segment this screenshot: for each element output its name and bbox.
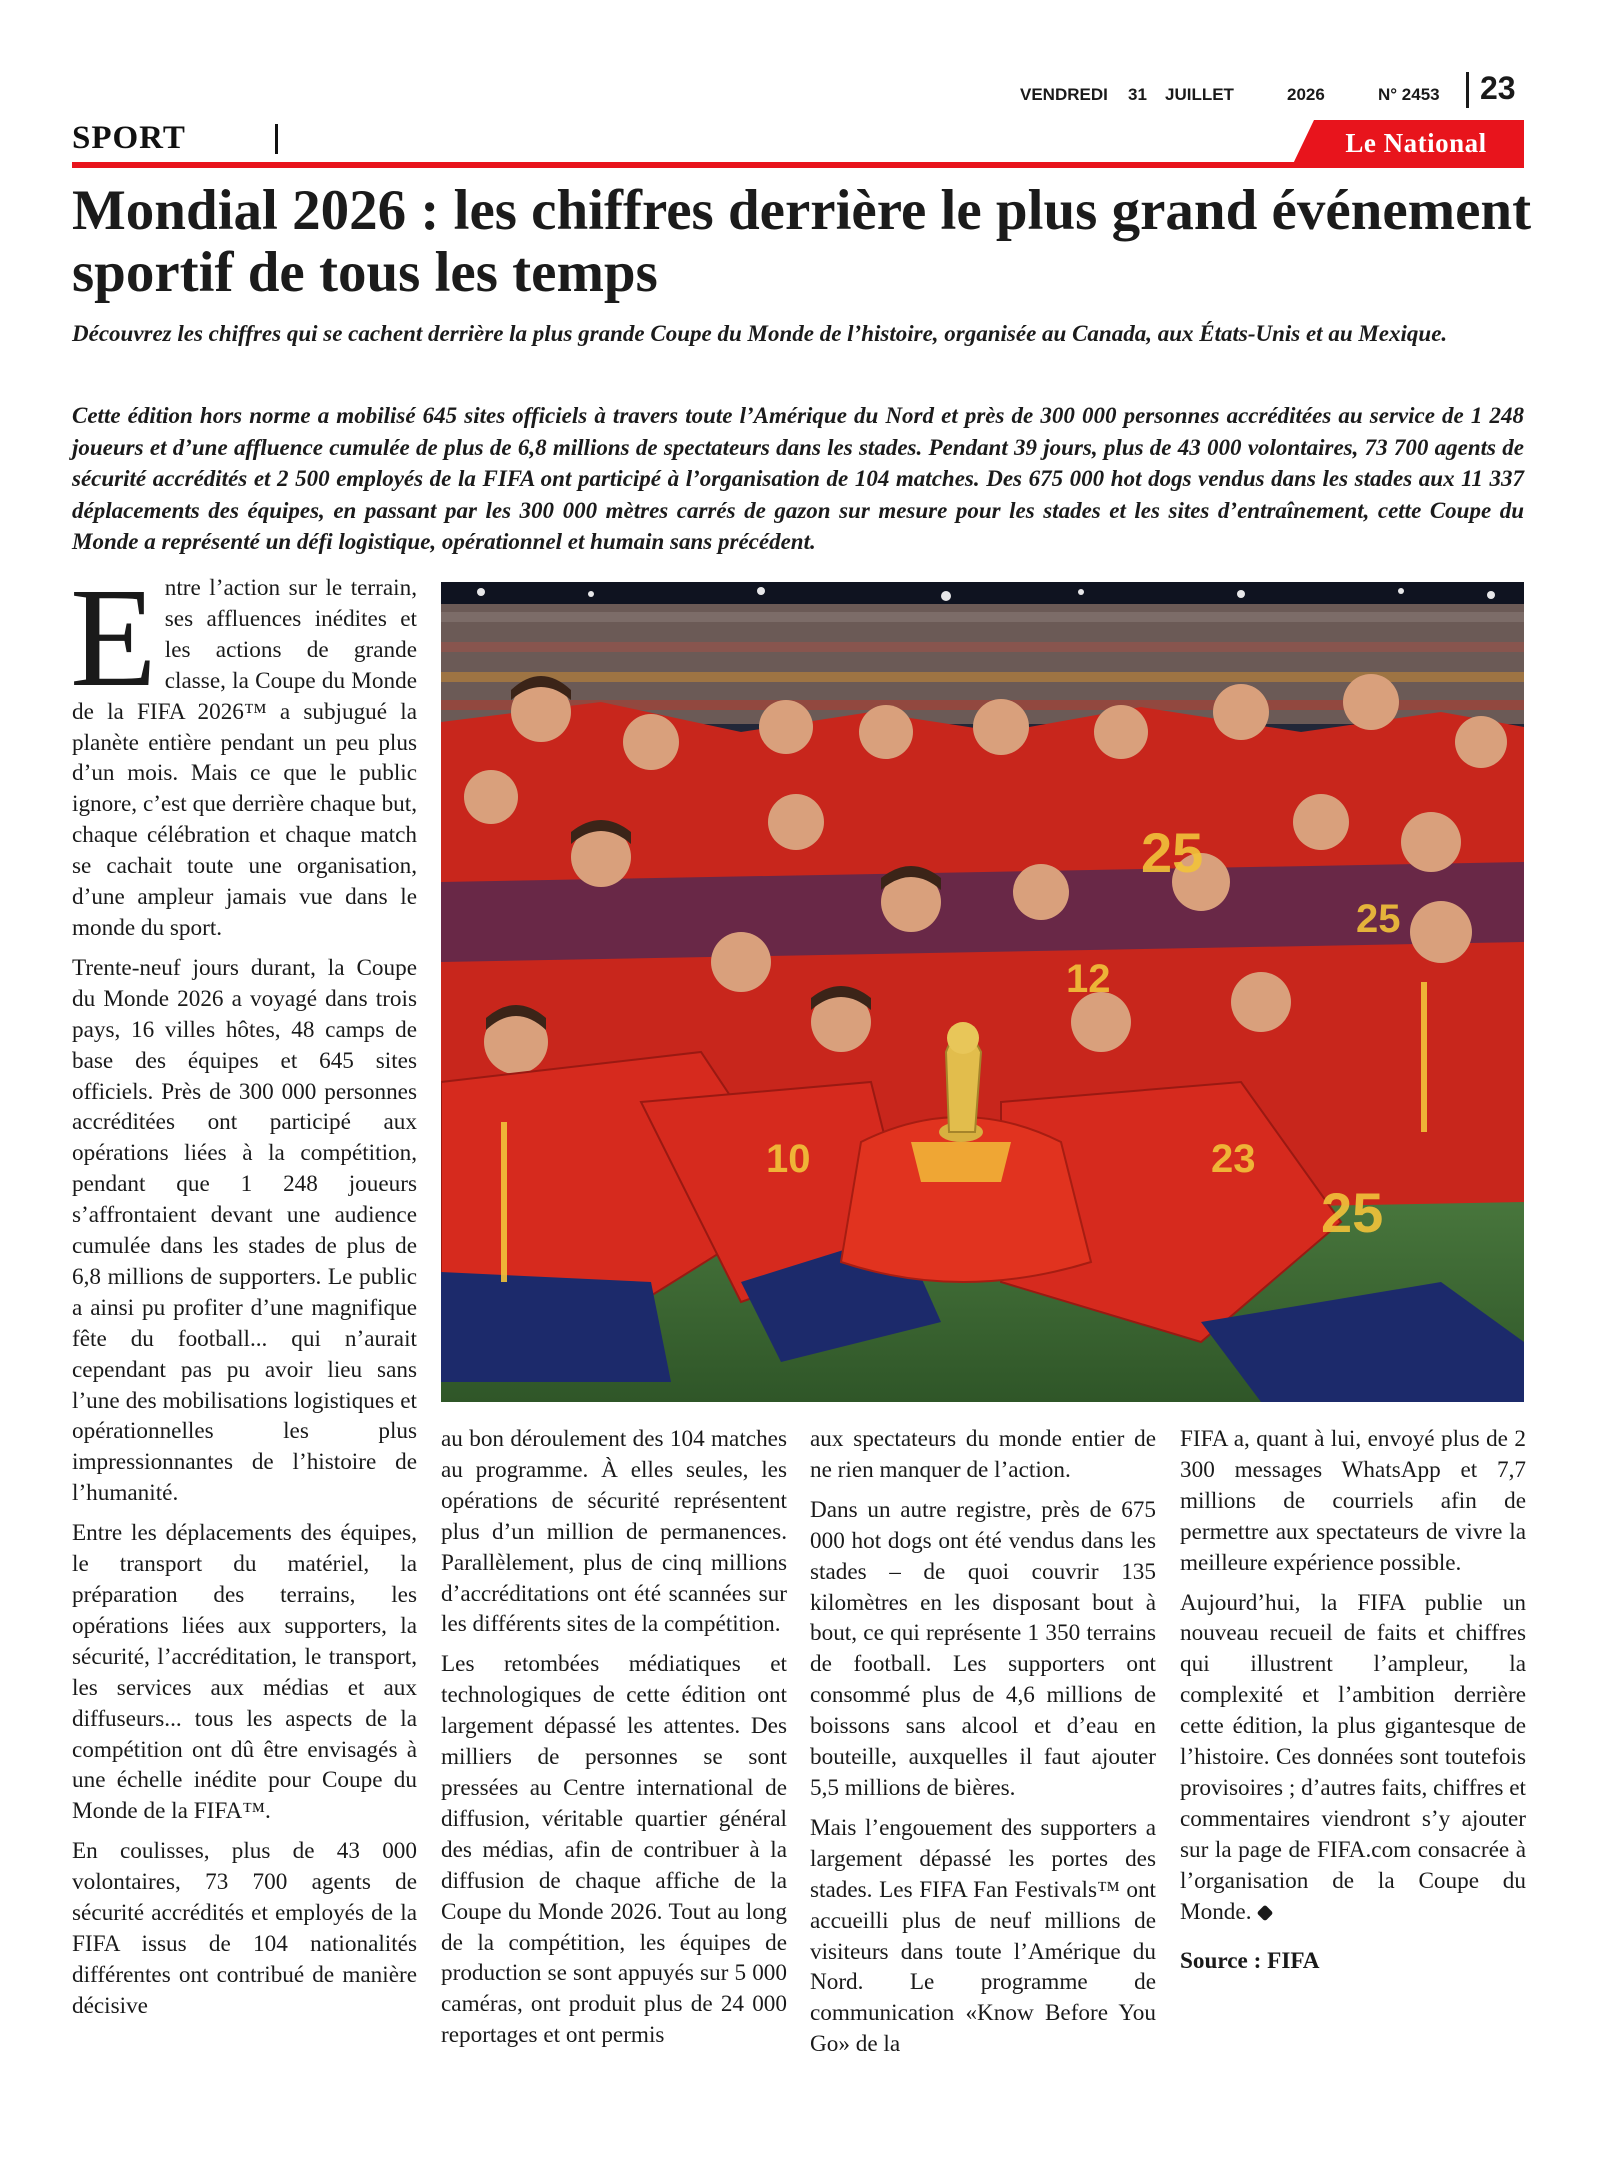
article-column-4 <box>1180 1424 1526 1985</box>
article-dek: Découvrez les chiffres qui se cachent derrière la plus grande Coupe du Monde de l’histoire, organisée au Canada, aux États-Unis et au Mexique. <box>72 321 1448 346</box>
brand-name: Le National <box>1345 128 1487 158</box>
masthead-date <box>1020 85 1440 109</box>
jersey-number: 23 <box>1211 1137 1256 1181</box>
article-lead: Cette édition hors norme a mobilisé 645 sites officiels à travers toute l’Amérique du Nord et près de 300 000 personnes accréditées au service de 1 248 joueurs et d’une affluence cumulée de plus de 6,8 millions de spectateurs dans les stades. Pendant 39 jours, plus de 43 000 volontaires, 73 700 agents de sécurité accrédités et 2 500 employés de la FIFA ont participé à l’organisation de 104 matches. Des 675 000 hot dogs vendus dans les stades aux 11 337 déplacements des équipes, en passant par les 300 000 mètres carrés de gazon sur mesure pour les stades et les sites d’entraînement, cette Coupe du Monde a représenté un défi logistique, opérationnel et humain sans précédent. <box>72 403 1524 555</box>
paragraph-intro-text: ntre l’action sur le terrain, ses affluences inédites et les actions de grande classe, la Coupe du Monde de la FIFA 2026™ a subjugué la planète entière pendant un peu plus d’un mois. Mais ce que le public ignore, c’est que derrière chaque but, chaque célébration et chaque match se cachait toute une organisation, d’une ampleur jamais vue dans le monde du sport. <box>72 575 417 941</box>
article-photo <box>441 582 1524 1402</box>
article-headline: Mondial 2026 : les chiffres derrière le plus grand événement sportif de tous les temps <box>72 179 1532 304</box>
paragraph: FIFA a, quant à lui, envoyé plus de 2 300 messages WhatsApp et 7,7 millions de courriels afin de permettre aux spectateurs de vivre la meilleure expérience possible. <box>1180 1426 1526 1576</box>
section-label: SPORT <box>72 120 186 156</box>
article-source: Source : FIFA <box>1180 1947 1320 1974</box>
masthead-date-number: 31 <box>1128 85 1147 104</box>
masthead-month: JUILLET <box>1165 85 1234 104</box>
paragraph-intro <box>70 558 417 944</box>
jersey-number: 10 <box>766 1137 811 1181</box>
paragraph-final-text: Aujourd’hui, la FIFA publie un nouveau recueil de faits et chiffres qui illustrent l’ampleur, la complexité et l’ambition derrière cette édition, la plus gigantesque de l’histoire. Ces données sont toutefois provisoires ; d’autres faits, chiffres et commentaires viendront s’y ajouter sur la page de FIFA.com consacrée à l’organisation de la Coupe du Monde. <box>1180 1589 1526 1925</box>
jersey-number: 25 <box>1356 897 1401 941</box>
page-number: 23 <box>1480 70 1516 106</box>
paragraph: Dans un autre registre, près de 675 000 hot dogs ont été vendus dans les stades – de quoi couvrir 135 kilomètres en les disposant bout à bout, ce qui représente 1 350 terrains de football. Les supporters ont consommé plus de 4,6 millions de boissons sans alcool et d’eau en bouteille, auxquelles il faut ajouter 5,5 millions de bières. <box>810 1496 1156 1801</box>
paragraph: Mais l’engouement des supporters a largement dépassé les portes des stades. Les FIFA Fan Festivals™ ont accueilli plus de neuf millions de visiteurs dans toute l’Amérique du Nord. Le programme de communication «Know Before You Go» de la <box>810 1814 1156 2058</box>
article-column-1 <box>70 558 417 2031</box>
paragraph: Entre les déplacements des équipes, le transport du matériel, la préparation des terrains, les opérations liées aux supporters, la sécurité, l’accréditation, le transport, les services aux médias et aux diffuseurs... tous les aspects de la compétition ont dû être envisagés à une échelle inédite pour Coupe du Monde de la FIFA™. <box>72 1520 417 1825</box>
section-divider <box>275 124 278 154</box>
masthead-issue: N° 2453 <box>1378 85 1440 104</box>
team-celebration-photo <box>441 582 1524 1402</box>
paragraph: aux spectateurs du monde entier de ne rien manquer de l’action. <box>810 1426 1156 1483</box>
jersey-number: 12 <box>1066 957 1111 1001</box>
masthead-year: 2026 <box>1287 85 1325 104</box>
article-column-3 <box>810 1424 1156 2069</box>
paragraph: au bon déroulement des 104 matches au programme. À elles seules, les opérations de sécurité représentent plus d’un million de permanences. Parallèlement, plus de cinq millions d’accréditations ont été scannées sur les différents sites de la compétition. <box>441 1426 787 1638</box>
paragraph-final <box>1180 1588 1526 1928</box>
masthead-day: VENDREDI <box>1020 85 1108 104</box>
jersey-number: 25 <box>1321 1181 1384 1244</box>
header-rule <box>72 162 1524 168</box>
end-mark-icon <box>1256 1905 1273 1922</box>
paragraph: Trente-neuf jours durant, la Coupe du Monde 2026 a voyagé dans trois pays, 16 villes hôtes, 48 camps de base des équipes et 645 sites officiels. Près de 300 000 personnes accréditées ont participé aux opérations liées à la compétition, pendant que 1 248 joueurs s’affrontaient devant une audience cumulée dans les stades de plus de 6,8 millions de supporters. Le public a ainsi pu profiter d’une magnifique fête du football... qui n’aurait cependant pas pu avoir lieu sans l’une des mobilisations logistiques et opérationnelles les plus impressionnantes de l’histoire de l’humanité. <box>72 954 417 1507</box>
paragraph: Les retombées médiatiques et technologiques de cette édition ont largement dépassé les attentes. Des milliers de personnes se sont pressées au Centre international de diffusion, véritable quartier général des médias, afin de contribuer à la diffusion de chaque affiche de la Coupe du Monde 2026. Tout au long de la compétition, les équipes de production se sont appuyés sur 5 000 caméras, ont produit plus de 24 000 reportages et ont permis <box>441 1651 787 2049</box>
drop-cap: E <box>70 558 157 716</box>
article-column-2 <box>441 1424 787 2060</box>
jersey-number: 25 <box>1141 821 1204 884</box>
page-number-divider <box>1466 72 1469 108</box>
paragraph: En coulisses, plus de 43 000 volontaires, 73 700 agents de sécurité accrédités et employés de la FIFA issus de 104 nationalités différentes ont contribué de manière décisive <box>72 1838 417 2019</box>
